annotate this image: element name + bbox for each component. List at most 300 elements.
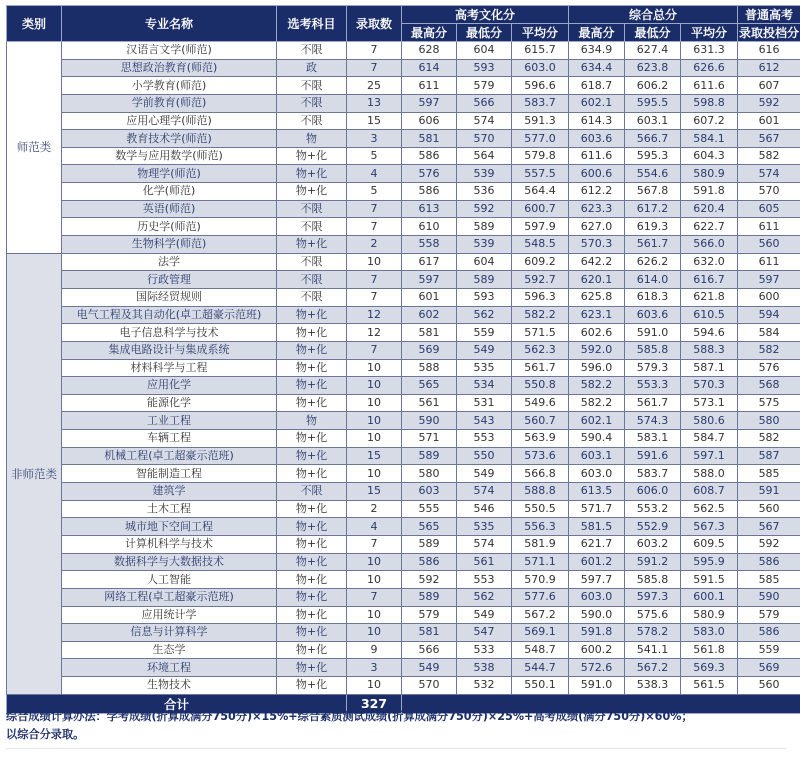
cell-subject: 物+化 xyxy=(277,147,347,165)
cell-zh-max: 625.8 xyxy=(569,288,625,306)
cell-gk-min: 566 xyxy=(457,94,512,112)
cell-gk-max: 589 xyxy=(402,588,457,606)
cell-regular: 576 xyxy=(738,359,800,377)
cell-gk-avg: 592.7 xyxy=(512,271,569,289)
table-row xyxy=(7,377,800,395)
cell-gk-max: 589 xyxy=(402,447,457,465)
cell-gk-min: 535 xyxy=(457,359,512,377)
cell-enrolled: 10 xyxy=(347,624,402,642)
cell-gk-min: 589 xyxy=(457,218,512,236)
cell-gk-max: 558 xyxy=(402,236,457,254)
table-row xyxy=(7,571,800,589)
cell-zh-min: 566.7 xyxy=(625,130,681,148)
cell-enrolled: 7 xyxy=(347,218,402,236)
cell-zh-avg: 588.0 xyxy=(681,465,738,483)
cell-gk-min: 564 xyxy=(457,147,512,165)
cell-gk-min: 531 xyxy=(457,394,512,412)
cell-major: 思想政治教育(师范) xyxy=(62,59,277,77)
cell-regular: 569 xyxy=(738,659,800,677)
cell-enrolled: 5 xyxy=(347,147,402,165)
cell-zh-max: 634.9 xyxy=(569,42,625,60)
cell-major: 行政管理 xyxy=(62,271,277,289)
cell-zh-min: 606.2 xyxy=(625,77,681,95)
cell-zh-min: 583.1 xyxy=(625,430,681,448)
cell-gk-min: 562 xyxy=(457,588,512,606)
header-zh-max: 最高分 xyxy=(569,24,625,42)
cell-zh-avg: 583.0 xyxy=(681,624,738,642)
cell-gk-max: 565 xyxy=(402,377,457,395)
cell-gk-avg: 570.9 xyxy=(512,571,569,589)
table-row xyxy=(7,518,800,536)
cell-regular: 586 xyxy=(738,624,800,642)
cell-gk-avg: 560.7 xyxy=(512,412,569,430)
cell-gk-avg: 561.7 xyxy=(512,359,569,377)
cell-subject: 不限 xyxy=(277,42,347,60)
cell-zh-avg: 567.3 xyxy=(681,518,738,536)
table-row xyxy=(7,447,800,465)
cell-major: 化学(师范) xyxy=(62,183,277,201)
cell-enrolled: 10 xyxy=(347,606,402,624)
cell-zh-avg: 562.5 xyxy=(681,500,738,518)
cell-gk-avg: 588.8 xyxy=(512,483,569,501)
cell-gk-min: 532 xyxy=(457,677,512,695)
table-row xyxy=(7,77,800,95)
cell-zh-min: 541.1 xyxy=(625,641,681,659)
cell-gk-max: 561 xyxy=(402,394,457,412)
table-body xyxy=(7,42,800,695)
table-row xyxy=(7,218,800,236)
cell-major: 人工智能 xyxy=(62,571,277,589)
cell-gk-min: 553 xyxy=(457,430,512,448)
cell-gk-max: 613 xyxy=(402,200,457,218)
cell-zh-min: 617.2 xyxy=(625,200,681,218)
table-row xyxy=(7,553,800,571)
cell-zh-avg: 580.6 xyxy=(681,412,738,430)
cell-gk-min: 539 xyxy=(457,236,512,254)
cell-zh-max: 603.6 xyxy=(569,130,625,148)
cell-gk-avg: 556.3 xyxy=(512,518,569,536)
cell-gk-min: 546 xyxy=(457,500,512,518)
cell-gk-min: 589 xyxy=(457,271,512,289)
cell-zh-min: 538.3 xyxy=(625,677,681,695)
table-row xyxy=(7,483,800,501)
cell-regular: 582 xyxy=(738,147,800,165)
cell-major: 能源化学 xyxy=(62,394,277,412)
note-line-1: 综合成绩计算办法：学考成绩(折算成满分750分)×15%+综合素质测试成绩(折算成满分750分)×25%+高考成绩(满分750分)×60%； xyxy=(6,710,693,723)
cell-major: 计算机科学与技术 xyxy=(62,535,277,553)
cell-zh-min: 554.6 xyxy=(625,165,681,183)
cell-subject: 不限 xyxy=(277,253,347,271)
cell-gk-max: 566 xyxy=(402,641,457,659)
cell-gk-max: 597 xyxy=(402,94,457,112)
cell-gk-avg: 566.8 xyxy=(512,465,569,483)
cell-gk-avg: 550.8 xyxy=(512,377,569,395)
cell-zh-min: 603.1 xyxy=(625,112,681,130)
cell-subject: 物+化 xyxy=(277,341,347,359)
cell-zh-avg: 584.7 xyxy=(681,430,738,448)
table-row xyxy=(7,59,800,77)
cell-zh-avg: 598.8 xyxy=(681,94,738,112)
cell-gk-avg: 615.7 xyxy=(512,42,569,60)
cell-zh-avg: 610.5 xyxy=(681,306,738,324)
table-row xyxy=(7,500,800,518)
table-row xyxy=(7,412,800,430)
cell-regular: 560 xyxy=(738,236,800,254)
cell-gk-max: 586 xyxy=(402,183,457,201)
cell-major: 数学与应用数学(师范) xyxy=(62,147,277,165)
cell-gk-min: 549 xyxy=(457,341,512,359)
cell-gk-max: 617 xyxy=(402,253,457,271)
cell-subject: 物+化 xyxy=(277,394,347,412)
cell-zh-avg: 631.3 xyxy=(681,42,738,60)
cell-gk-avg: 596.6 xyxy=(512,77,569,95)
cell-gk-max: 606 xyxy=(402,112,457,130)
table-row xyxy=(7,677,800,695)
cell-regular: 592 xyxy=(738,535,800,553)
cell-zh-min: 595.5 xyxy=(625,94,681,112)
table-row xyxy=(7,588,800,606)
cell-regular: 582 xyxy=(738,341,800,359)
table-row xyxy=(7,288,800,306)
admissions-table-container xyxy=(6,5,800,714)
cell-gk-avg: 563.9 xyxy=(512,430,569,448)
cell-gk-max: 576 xyxy=(402,165,457,183)
cell-major: 信息与计算科学 xyxy=(62,624,277,642)
cell-gk-avg: 544.7 xyxy=(512,659,569,677)
cell-gk-max: 628 xyxy=(402,42,457,60)
header-gk-min: 最低分 xyxy=(457,24,512,42)
cell-gk-max: 581 xyxy=(402,130,457,148)
cell-subject: 物+化 xyxy=(277,500,347,518)
cell-major: 生态学 xyxy=(62,641,277,659)
table-row xyxy=(7,394,800,412)
cell-gk-min: 570 xyxy=(457,130,512,148)
cell-gk-min: 550 xyxy=(457,447,512,465)
cell-enrolled: 2 xyxy=(347,500,402,518)
cell-enrolled: 3 xyxy=(347,130,402,148)
cell-zh-avg: 609.5 xyxy=(681,535,738,553)
cell-zh-avg: 587.1 xyxy=(681,359,738,377)
header-composite-group: 综合总分 xyxy=(569,6,738,24)
cell-gk-avg: 596.3 xyxy=(512,288,569,306)
cell-gk-min: 559 xyxy=(457,324,512,342)
cell-zh-min: 585.8 xyxy=(625,571,681,589)
cell-gk-max: 586 xyxy=(402,147,457,165)
cell-zh-max: 570.3 xyxy=(569,236,625,254)
cell-gk-avg: 571.5 xyxy=(512,324,569,342)
cell-major: 小学教育(师范) xyxy=(62,77,277,95)
cell-gk-max: 579 xyxy=(402,606,457,624)
cell-gk-max: 601 xyxy=(402,288,457,306)
cell-subject: 物+化 xyxy=(277,183,347,201)
cell-major: 国际经贸规则 xyxy=(62,288,277,306)
cell-regular: 600 xyxy=(738,288,800,306)
cell-regular: 601 xyxy=(738,112,800,130)
category-cell: 非师范类 xyxy=(7,253,62,694)
cell-major: 教育技术学(师范) xyxy=(62,130,277,148)
cell-zh-min: 591.6 xyxy=(625,447,681,465)
cell-major: 应用心理学(师范) xyxy=(62,112,277,130)
cell-zh-min: 578.2 xyxy=(625,624,681,642)
cell-subject: 不限 xyxy=(277,77,347,95)
cell-gk-min: 574 xyxy=(457,483,512,501)
header-subject: 选考科目 xyxy=(277,6,347,42)
cell-zh-min: 623.8 xyxy=(625,59,681,77)
cell-zh-max: 614.3 xyxy=(569,112,625,130)
header-enrolled: 录取数 xyxy=(347,6,402,42)
cell-gk-max: 590 xyxy=(402,412,457,430)
cell-zh-max: 600.2 xyxy=(569,641,625,659)
cell-major: 生物技术 xyxy=(62,677,277,695)
cell-zh-min: 595.3 xyxy=(625,147,681,165)
cell-enrolled: 7 xyxy=(347,535,402,553)
cell-enrolled: 7 xyxy=(347,288,402,306)
cell-enrolled: 4 xyxy=(347,165,402,183)
header-zh-avg: 平均分 xyxy=(681,24,738,42)
cell-zh-max: 611.6 xyxy=(569,147,625,165)
cell-gk-max: 549 xyxy=(402,659,457,677)
cell-gk-max: 569 xyxy=(402,341,457,359)
cell-zh-min: 567.8 xyxy=(625,183,681,201)
cell-gk-avg: 582.2 xyxy=(512,306,569,324)
cell-enrolled: 2 xyxy=(347,236,402,254)
cell-regular: 616 xyxy=(738,42,800,60)
cell-subject: 政 xyxy=(277,59,347,77)
table-row xyxy=(7,359,800,377)
cell-major: 车辆工程 xyxy=(62,430,277,448)
cell-zh-max: 603.1 xyxy=(569,447,625,465)
cell-gk-max: 555 xyxy=(402,500,457,518)
cell-major: 环境工程 xyxy=(62,659,277,677)
cell-subject: 不限 xyxy=(277,271,347,289)
cell-zh-avg: 580.9 xyxy=(681,606,738,624)
cell-enrolled: 4 xyxy=(347,518,402,536)
cell-gk-min: 592 xyxy=(457,200,512,218)
cell-major: 材料科学与工程 xyxy=(62,359,277,377)
cell-gk-avg: 600.7 xyxy=(512,200,569,218)
cell-zh-max: 627.0 xyxy=(569,218,625,236)
cell-gk-min: 593 xyxy=(457,59,512,77)
table-row xyxy=(7,130,800,148)
cell-enrolled: 7 xyxy=(347,42,402,60)
cell-zh-max: 623.3 xyxy=(569,200,625,218)
cell-enrolled: 15 xyxy=(347,112,402,130)
cell-regular: 586 xyxy=(738,553,800,571)
table-row xyxy=(7,641,800,659)
cell-zh-avg: 561.5 xyxy=(681,677,738,695)
cell-enrolled: 9 xyxy=(347,641,402,659)
cell-zh-min: 585.8 xyxy=(625,341,681,359)
total-label: 合计 xyxy=(7,694,347,713)
cell-zh-avg: 580.9 xyxy=(681,165,738,183)
cell-gk-avg: 591.3 xyxy=(512,112,569,130)
cell-zh-max: 597.7 xyxy=(569,571,625,589)
cell-major: 生物科学(师范) xyxy=(62,236,277,254)
cell-zh-avg: 591.5 xyxy=(681,571,738,589)
cell-gk-min: 574 xyxy=(457,112,512,130)
table-row xyxy=(7,341,800,359)
table-row xyxy=(7,659,800,677)
cell-enrolled: 7 xyxy=(347,200,402,218)
cell-enrolled: 12 xyxy=(347,306,402,324)
cell-enrolled: 7 xyxy=(347,271,402,289)
cell-gk-max: 581 xyxy=(402,624,457,642)
cell-enrolled: 10 xyxy=(347,430,402,448)
cell-gk-max: 571 xyxy=(402,430,457,448)
table-row xyxy=(7,324,800,342)
cell-subject: 物+化 xyxy=(277,606,347,624)
cell-regular: 605 xyxy=(738,200,800,218)
cell-regular: 568 xyxy=(738,377,800,395)
cell-gk-avg: 549.6 xyxy=(512,394,569,412)
cell-subject: 物+化 xyxy=(277,659,347,677)
cell-zh-min: 553.3 xyxy=(625,377,681,395)
cell-regular: 607 xyxy=(738,77,800,95)
cell-zh-avg: 611.6 xyxy=(681,77,738,95)
cell-subject: 物+化 xyxy=(277,641,347,659)
cell-zh-max: 613.5 xyxy=(569,483,625,501)
cell-zh-max: 634.4 xyxy=(569,59,625,77)
cell-zh-max: 591.0 xyxy=(569,677,625,695)
cell-gk-max: 586 xyxy=(402,553,457,571)
cell-subject: 物+化 xyxy=(277,518,347,536)
cell-gk-max: 588 xyxy=(402,359,457,377)
cell-zh-max: 602.1 xyxy=(569,94,625,112)
cell-zh-min: 614.0 xyxy=(625,271,681,289)
cell-regular: 584 xyxy=(738,324,800,342)
cell-regular: 597 xyxy=(738,271,800,289)
cell-regular: 585 xyxy=(738,465,800,483)
cell-zh-min: 603.2 xyxy=(625,535,681,553)
cell-gk-min: 604 xyxy=(457,42,512,60)
cell-regular: 585 xyxy=(738,571,800,589)
cell-zh-max: 612.2 xyxy=(569,183,625,201)
cell-subject: 不限 xyxy=(277,483,347,501)
cell-enrolled: 10 xyxy=(347,553,402,571)
cell-subject: 不限 xyxy=(277,112,347,130)
cell-gk-max: 581 xyxy=(402,324,457,342)
cell-zh-avg: 621.8 xyxy=(681,288,738,306)
cell-regular: 575 xyxy=(738,394,800,412)
cell-zh-avg: 561.8 xyxy=(681,641,738,659)
cell-enrolled: 10 xyxy=(347,465,402,483)
cell-zh-max: 591.8 xyxy=(569,624,625,642)
cell-zh-min: 627.4 xyxy=(625,42,681,60)
total-enrolled: 327 xyxy=(347,694,402,713)
cell-subject: 不限 xyxy=(277,94,347,112)
cell-zh-max: 618.7 xyxy=(569,77,625,95)
cell-gk-min: 539 xyxy=(457,165,512,183)
cell-gk-min: 562 xyxy=(457,306,512,324)
cell-gk-min: 549 xyxy=(457,465,512,483)
cell-zh-max: 603.0 xyxy=(569,588,625,606)
cell-zh-min: 591.0 xyxy=(625,324,681,342)
cell-gk-min: 561 xyxy=(457,553,512,571)
cell-regular: 560 xyxy=(738,677,800,695)
cell-subject: 物+化 xyxy=(277,430,347,448)
cell-regular: 580 xyxy=(738,412,800,430)
table-row xyxy=(7,271,800,289)
cell-major: 工业工程 xyxy=(62,412,277,430)
cell-gk-avg: 571.1 xyxy=(512,553,569,571)
cell-enrolled: 10 xyxy=(347,377,402,395)
cell-zh-max: 596.0 xyxy=(569,359,625,377)
cell-subject: 不限 xyxy=(277,218,347,236)
cell-gk-min: 549 xyxy=(457,606,512,624)
cell-enrolled: 10 xyxy=(347,677,402,695)
cell-subject: 物+化 xyxy=(277,624,347,642)
table-row xyxy=(7,236,800,254)
cell-subject: 物+化 xyxy=(277,447,347,465)
cell-regular: 592 xyxy=(738,94,800,112)
cell-zh-avg: 597.1 xyxy=(681,447,738,465)
calculation-note xyxy=(6,708,796,744)
cell-zh-max: 571.7 xyxy=(569,500,625,518)
cell-gk-min: 536 xyxy=(457,183,512,201)
cell-regular: 559 xyxy=(738,641,800,659)
cell-enrolled: 10 xyxy=(347,359,402,377)
header-gk-avg: 平均分 xyxy=(512,24,569,42)
cell-major: 集成电路设计与集成系统 xyxy=(62,341,277,359)
cell-enrolled: 5 xyxy=(347,183,402,201)
cell-regular: 582 xyxy=(738,430,800,448)
cell-zh-max: 590.4 xyxy=(569,430,625,448)
table-row xyxy=(7,42,800,60)
cell-regular: 570 xyxy=(738,183,800,201)
table-row xyxy=(7,94,800,112)
cell-gk-max: 614 xyxy=(402,59,457,77)
cell-major: 智能制造工程 xyxy=(62,465,277,483)
cell-gk-avg: 557.5 xyxy=(512,165,569,183)
cell-zh-max: 572.6 xyxy=(569,659,625,677)
cell-gk-min: 533 xyxy=(457,641,512,659)
cell-zh-min: 597.3 xyxy=(625,588,681,606)
cell-enrolled: 15 xyxy=(347,447,402,465)
table-row xyxy=(7,165,800,183)
cell-gk-avg: 597.9 xyxy=(512,218,569,236)
cell-enrolled: 3 xyxy=(347,659,402,677)
cell-regular: 567 xyxy=(738,130,800,148)
cell-regular: 587 xyxy=(738,447,800,465)
header-category: 类别 xyxy=(7,6,62,42)
cell-zh-min: 567.2 xyxy=(625,659,681,677)
header-zh-min: 最低分 xyxy=(625,24,681,42)
cell-gk-avg: 569.1 xyxy=(512,624,569,642)
cell-major: 汉语言文学(师范) xyxy=(62,42,277,60)
cell-gk-avg: 577.0 xyxy=(512,130,569,148)
cell-gk-avg: 564.4 xyxy=(512,183,569,201)
cell-major: 历史学(师范) xyxy=(62,218,277,236)
cell-gk-avg: 581.9 xyxy=(512,535,569,553)
cell-gk-avg: 562.3 xyxy=(512,341,569,359)
cell-zh-min: 561.7 xyxy=(625,236,681,254)
cell-enrolled: 7 xyxy=(347,59,402,77)
header-gk-max: 最高分 xyxy=(402,24,457,42)
cell-zh-avg: 604.3 xyxy=(681,147,738,165)
cell-gk-avg: 573.6 xyxy=(512,447,569,465)
cell-gk-max: 592 xyxy=(402,571,457,589)
cell-gk-avg: 579.8 xyxy=(512,147,569,165)
table-row xyxy=(7,306,800,324)
cell-subject: 物+化 xyxy=(277,306,347,324)
cell-zh-avg: 588.3 xyxy=(681,341,738,359)
cell-subject: 物+化 xyxy=(277,588,347,606)
cell-major: 城市地下空间工程 xyxy=(62,518,277,536)
cell-gk-avg: 577.6 xyxy=(512,588,569,606)
cell-subject: 物+化 xyxy=(277,236,347,254)
cell-gk-max: 602 xyxy=(402,306,457,324)
cell-major: 电子信息科学与技术 xyxy=(62,324,277,342)
